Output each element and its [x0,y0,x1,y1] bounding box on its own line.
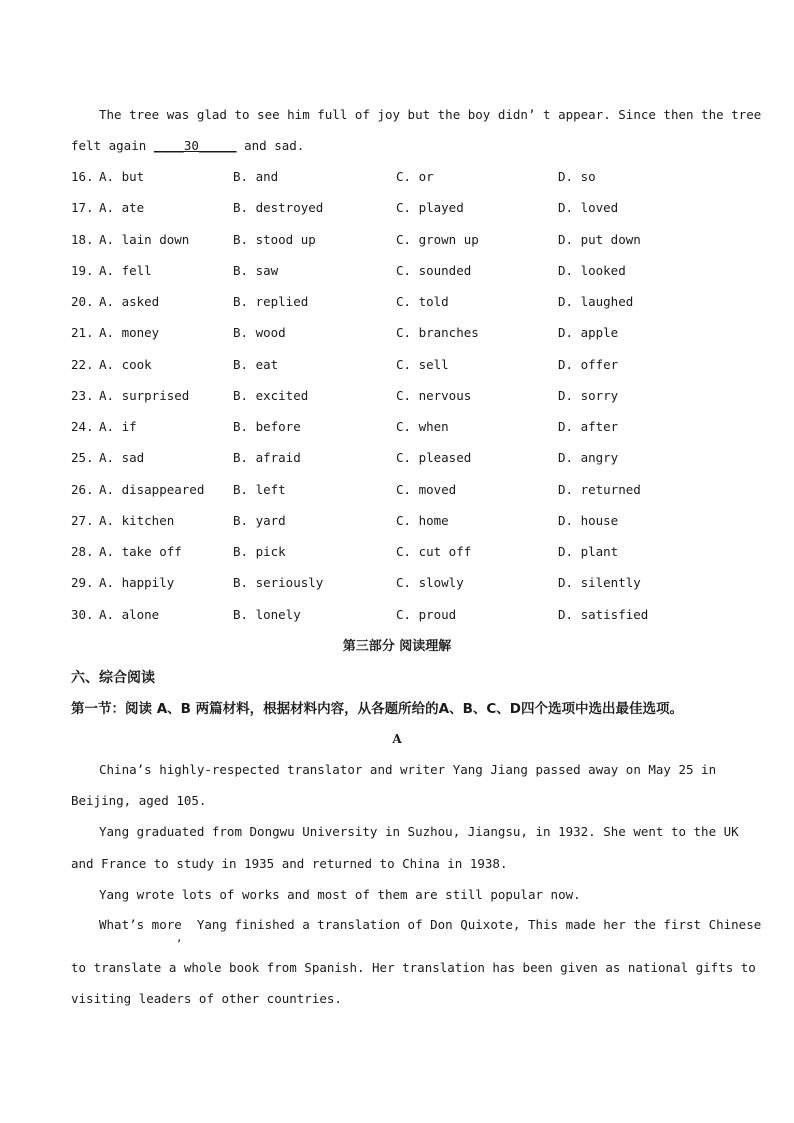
stray-comma-mark: , [176,931,183,944]
option-a: A. alone [99,606,160,622]
option-c: C. played [396,200,464,216]
question-number: 24. [71,419,94,434]
option-b: B. excited [233,387,309,403]
option-b: B. pick [233,544,286,559]
passage-p1-line2: Beijing, aged 105. [71,793,207,808]
option-a: A. disappeared [99,481,205,497]
option-d: D. house [558,512,619,528]
option-c: C. cut off [396,544,472,559]
option-d: D. loved [558,200,619,216]
option-d: D. satisfied [558,606,649,622]
question-number: 27. [71,512,94,528]
option-b: B. and [233,169,279,184]
option-a: A. but [99,169,145,184]
cloze-blank-30: ____30_____ [153,138,237,153]
part-title: 第三部分 阅读理解 [342,639,452,654]
option-d: D. looked [558,262,626,278]
option-b: B. yard [233,512,286,528]
question-number: 28. [71,544,94,559]
option-b: B. stood up [233,231,316,247]
option-a: A. sad [99,450,145,466]
option-a: A. if [99,419,137,434]
option-b: B. destroyed [233,200,324,216]
option-c: C. sounded [396,262,472,278]
option-d: D. so [558,169,596,184]
cloze-line-2-pre: felt again [71,138,154,153]
cloze-line-1: The tree was glad to see him full of joy but the boy didn’ t appear. Since then the tree [99,107,762,122]
option-b: B. seriously [233,575,324,591]
passage-p3-line1: Yang wrote lots of works and most of them are still popular now. [99,887,581,902]
option-d: D. laughed [558,294,634,309]
option-a: A. lain down [99,231,190,247]
option-b: B. saw [233,262,279,278]
option-c: C. moved [396,481,457,497]
question-number: 26. [71,481,94,497]
option-a: A. cook [99,356,152,372]
question-number: 25. [71,450,94,466]
passage-p1-line1: China’s highly-respected translator and writer Yang Jiang passed away on May 25 in [99,762,717,777]
option-c: C. proud [396,606,457,622]
option-a: A. ate [99,200,145,216]
option-c: C. when [396,419,449,434]
option-c: C. nervous [396,387,472,403]
passage-p4-line2: to translate a whole book from Spanish. Her translation has been given as national gifts to [71,960,756,975]
passage-p4-line3: visiting leaders of other countries. [71,991,342,1006]
option-a: A. money [99,325,160,341]
option-c: C. home [396,512,449,528]
option-b: B. lonely [233,606,301,622]
option-d: D. apple [558,325,619,341]
option-c: C. branches [396,325,479,341]
cloze-line-2 [71,138,304,153]
option-b: B. afraid [233,450,301,466]
question-number: 30. [71,606,94,622]
question-number: 29. [71,575,94,591]
option-b: B. replied [233,294,309,309]
option-a: A. surprised [99,387,190,403]
option-c: C. slowly [396,575,464,591]
option-c: C. pleased [396,450,472,466]
passage-p2-line2: and France to study in 1935 and returned to China in 1938. [71,856,508,871]
option-a: A. kitchen [99,512,175,528]
section-title: 六、综合阅读 [71,670,155,686]
question-number: 23. [71,387,94,403]
option-c: C. grown up [396,231,479,247]
option-d: D. angry [558,450,619,466]
option-d: D. sorry [558,387,619,403]
question-number: 18. [71,231,94,247]
option-d: D. silently [558,575,641,591]
passage-p4-line1: What’s more Yang finished a translation of Don Quixote, This made her the first Chinese [99,917,762,932]
option-c: C. or [396,169,434,184]
option-b: B. wood [233,325,286,341]
option-b: B. eat [233,356,279,372]
question-number: 16. [71,169,94,184]
instruction-text: 第一节：阅读 A、B 两篇材料，根据材料内容，从各题所给的A、B、C、D四个选项中选出最佳选项。 [71,701,683,717]
option-d: D. put down [558,231,641,247]
option-c: C. told [396,294,449,309]
option-a: A. happily [99,575,175,591]
passage-p2-line1: Yang graduated from Dongwu University in Suzhou, Jiangsu, in 1932. She went to the UK [99,824,739,839]
option-b: B. before [233,419,301,434]
question-number: 22. [71,356,94,372]
question-number: 19. [71,262,94,278]
question-number: 21. [71,325,94,341]
option-a: A. take off [99,544,182,559]
passage-label: A [392,732,402,746]
option-b: B. left [233,481,286,497]
option-d: D. offer [558,356,619,372]
option-a: A. asked [99,294,160,309]
option-d: D. plant [558,544,619,559]
option-d: D. returned [558,481,641,497]
question-number: 20. [71,294,94,309]
option-d: D. after [558,419,619,434]
option-a: A. fell [99,262,152,278]
cloze-line-2-post: and sad. [236,138,305,153]
option-c: C. sell [396,356,449,372]
question-number: 17. [71,200,94,216]
